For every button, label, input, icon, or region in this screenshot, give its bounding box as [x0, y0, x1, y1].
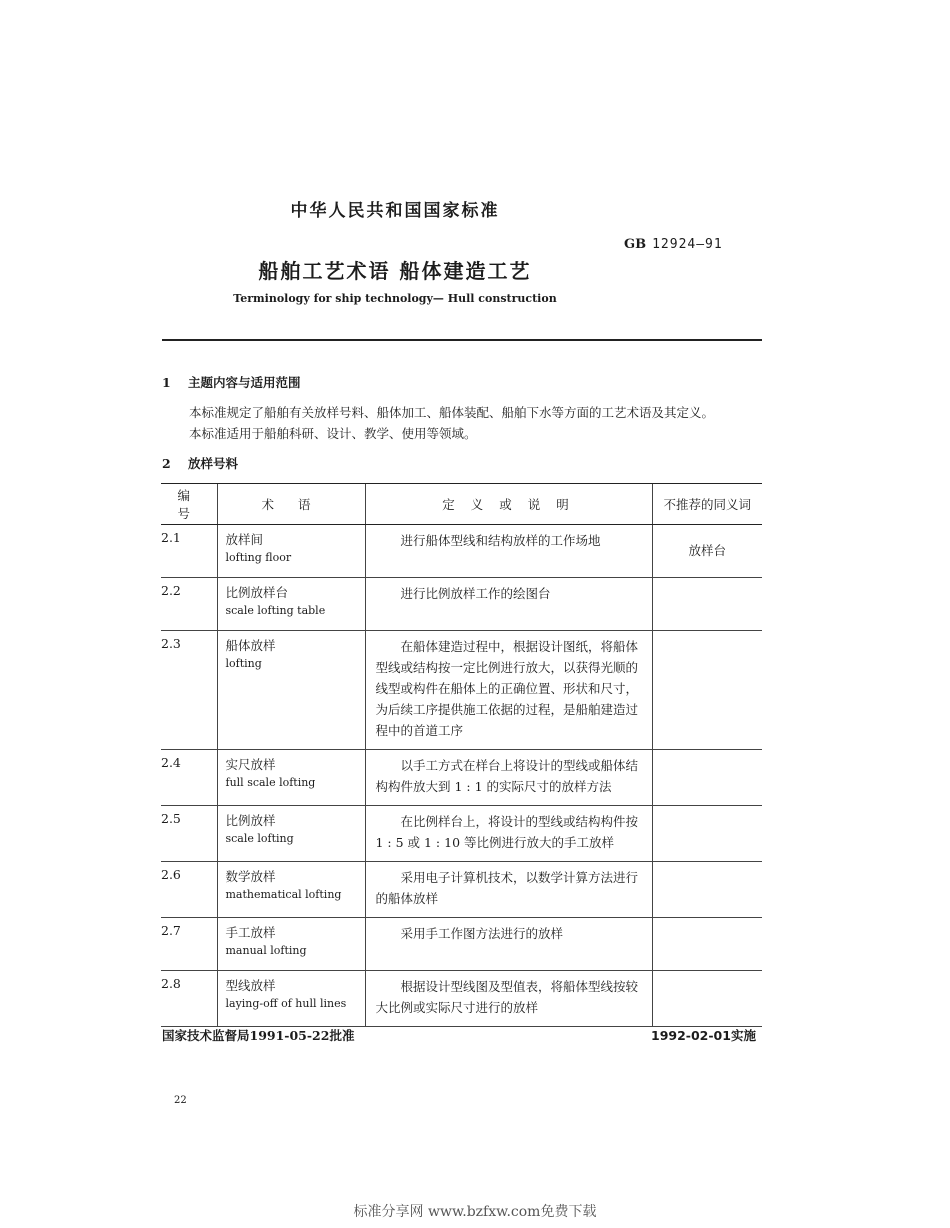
- term-english: scale lofting: [225, 832, 294, 845]
- entry-definition: 进行船体型线和结构放样的工作场地: [365, 525, 652, 578]
- entry-number: 2.4: [161, 750, 217, 806]
- header-definition: 定 义 或 说 明: [365, 484, 652, 525]
- entry-definition: 采用手工作图方法进行的放样: [365, 918, 652, 971]
- term-chinese: 实尺放样: [225, 757, 276, 772]
- entry-definition: 在船体建造过程中，根据设计图纸，将船体型线或结构按一定比例进行放大，以获得光顺的线型或构件在船体上的正确位置、形状和尺寸，为后续工序提供施工依据的过程，是船舶建造过程中的首道工序: [365, 631, 652, 750]
- term-english: scale lofting table: [225, 604, 326, 617]
- term-chinese: 数学放样: [225, 869, 276, 884]
- term-chinese: 型线放样: [225, 978, 276, 993]
- section-2-title: 放样号料: [188, 456, 239, 471]
- entry-definition: 根据设计型线图及型值表，将船体型线按较大比例或实际尺寸进行的放样: [365, 971, 652, 1027]
- entry-synonym: [652, 578, 762, 631]
- entry-definition: 以手工方式在样台上将设计的型线或船体结构构件放大到 1 : 1 的实际尺寸的放样方法: [365, 750, 652, 806]
- section-1-number: 1: [162, 375, 171, 390]
- standard-prefix: GB: [624, 237, 647, 252]
- table-row: [161, 971, 762, 1027]
- entry-term: [217, 631, 365, 750]
- term-english: full scale lofting: [225, 776, 316, 789]
- entry-synonym: [652, 806, 762, 862]
- term-english: lofting: [225, 657, 262, 670]
- national-standard-heading: 中华人民共和国国家标准: [290, 201, 500, 221]
- term-english: lofting floor: [225, 551, 292, 564]
- entry-term: [217, 750, 365, 806]
- term-chinese: 比例放样: [225, 813, 276, 828]
- entry-synonym: [652, 750, 762, 806]
- entry-number: 2.3: [161, 631, 217, 750]
- entry-term: [217, 578, 365, 631]
- section-1-heading: [162, 373, 301, 391]
- term-chinese: 船体放样: [225, 638, 276, 653]
- entry-number: 2.1: [161, 525, 217, 578]
- table-row: [161, 918, 762, 971]
- section-1-paragraph-2: 本标准适用于船舶科研、设计、教学、使用等领域。: [189, 426, 477, 441]
- term-english: laying-off of hull lines: [225, 997, 347, 1010]
- section-1-title: 主题内容与适用范围: [188, 375, 301, 390]
- table-header-row: [161, 484, 762, 525]
- entry-number: 2.6: [161, 862, 217, 918]
- table-row: [161, 578, 762, 631]
- section-2-number: 2: [162, 456, 171, 471]
- term-chinese: 手工放样: [225, 925, 276, 940]
- entry-number: 2.2: [161, 578, 217, 631]
- terminology-table: [161, 483, 762, 1027]
- approval-line: 国家技术监督局1991-05-22批准: [162, 1028, 355, 1043]
- entry-synonym: [652, 631, 762, 750]
- table-row: [161, 525, 762, 578]
- implementation-date: 1992-02-01实施: [651, 1028, 756, 1043]
- entry-term: [217, 918, 365, 971]
- table-row: [161, 750, 762, 806]
- table-row: [161, 862, 762, 918]
- entry-synonym: [652, 918, 762, 971]
- entry-definition: 在比例样台上，将设计的型线或结构构件按 1 : 5 或 1 : 10 等比例进行放大的手工放样: [365, 806, 652, 862]
- header-synonym: 不推荐的同义词: [652, 484, 762, 525]
- title-chinese: 船舶工艺术语 船体建造工艺: [258, 259, 532, 283]
- header-number: 编 号: [161, 484, 217, 525]
- entry-term: [217, 806, 365, 862]
- entry-synonym: [652, 862, 762, 918]
- table-row: [161, 631, 762, 750]
- entry-number: 2.8: [161, 971, 217, 1027]
- term-english: mathematical lofting: [225, 888, 342, 901]
- entry-synonym: 放样台: [652, 525, 762, 578]
- term-chinese: 比例放样台: [225, 585, 289, 600]
- standard-code: [624, 237, 723, 252]
- entry-number: 2.7: [161, 918, 217, 971]
- title-english: Terminology for ship technology— Hull construction: [233, 292, 557, 305]
- entry-term: [217, 525, 365, 578]
- entry-number: 2.5: [161, 806, 217, 862]
- term-chinese: 放样间: [225, 532, 264, 547]
- entry-definition: 进行比例放样工作的绘图台: [365, 578, 652, 631]
- header-term: 术 语: [217, 484, 365, 525]
- header-divider: [162, 339, 762, 341]
- site-watermark: 标准分享网 www.bzfxw.com免费下载: [353, 1204, 597, 1220]
- section-2-heading: [162, 454, 238, 472]
- table-row: [161, 806, 762, 862]
- entry-definition: 采用电子计算机技术，以数学计算方法进行的船体放样: [365, 862, 652, 918]
- entry-term: [217, 971, 365, 1027]
- standard-number: 12924—91: [652, 237, 723, 252]
- entry-term: [217, 862, 365, 918]
- page-number: 22: [174, 1095, 187, 1106]
- entry-synonym: [652, 971, 762, 1027]
- section-1-paragraph-1: 本标准规定了船舶有关放样号料、船体加工、船体装配、船舶下水等方面的工艺术语及其定义。: [189, 405, 715, 420]
- term-english: manual lofting: [225, 944, 307, 957]
